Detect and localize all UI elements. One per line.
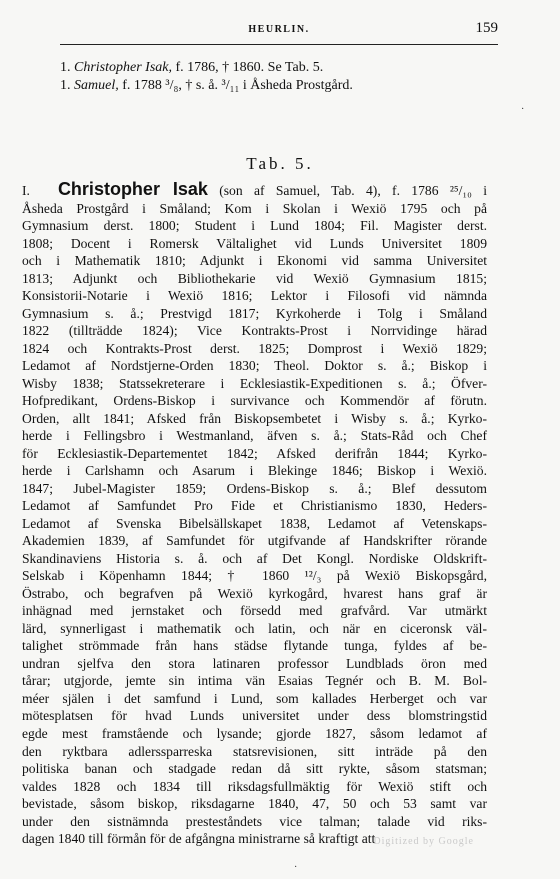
entry-first-line-text: (son af Samuel, Tab. 4), f. 1786 ²⁵/₁₀ i (219, 183, 487, 198)
entry-line: Akademien 1839, af Samfundet för utgifvande af Handskrifter rörande (22, 533, 487, 549)
entry-line: undran sjelfva den stora latinaren professor Lundblads öron med (22, 655, 487, 671)
reference-name: Samuel, (74, 78, 119, 93)
page-number: 159 (475, 20, 498, 36)
stray-mark: · (521, 104, 525, 115)
entry-line: 1822 (tillträdde 1824); Vice Kontrakts-Prost i Norrvidinge härad (22, 323, 487, 339)
entry-line: Östrabo, och begrafven på Wexiö kyrkogård, hvarest hans graf är (22, 585, 487, 601)
entry-line: Konsistorii-Notarie i Wexiö 1816; Lektor i Filosofi vid nämnda (22, 288, 487, 304)
stray-mark: · (294, 862, 298, 873)
entry-first-line (22, 181, 487, 200)
running-head: HEURLIN. (248, 24, 310, 35)
entry-line: Hofpredikant, Ordens-Biskop i survivance och Kommendör af förutn. (22, 393, 487, 409)
entry-line: Selskab i Köpenhamn 1844; † 1860 ¹²/₃ på Wexiö Biskopsgård, (22, 568, 487, 584)
entry-line: 1824 och Kontrakts-Prost derst. 1825; Domprost i Wexiö 1829; (22, 340, 487, 356)
page-header (60, 22, 498, 45)
reference-text: f. 1788 ³/₈, † s. å. ³/₁₁ i Åsheda Prostgård. (118, 78, 353, 93)
entry-line: Åsheda Prostgård i Småland; Kom i Skolan i Wexiö 1795 och på (22, 200, 487, 216)
entry-line: bevistade, såsom biskop, riksdagarne 1840, 47, 50 och 53 samt var (22, 796, 487, 812)
entry-line: Gymnasium s. å.; Prestvigd 1817; Kyrkoherde i Tolg i Småland (22, 305, 487, 321)
entry-line: mötesplatsen för hvad Lunds universitet under dess blomstringstid (22, 708, 487, 724)
entry-line: Skandinaviens Historia s. å. och af Det Kongl. Nordiske Oldskrift- (22, 550, 487, 566)
entry-line: Ledamot af Samfundet Pro Fide et Christianismo 1830, Heders- (22, 498, 487, 514)
entry-line: herde i Carlshamn och Asarum i Blekinge 1846; Biskop i Wexiö. (22, 463, 487, 479)
entry-line: dagen 1840 till förmån för de afgångna ministrarne så kraftigt att (22, 831, 376, 847)
entry-line: herde i Fellingsbro i Westmanland, äfven s. å.; Stats-Råd och Chef (22, 428, 487, 444)
entry-line: politiska banan och stadgade redan då sitt rykte, såsom statsman; (22, 761, 487, 777)
entry-line: för Ecklesiastik-Departementet 1842; Afsked derifrån 1844; Kyrko- (22, 445, 487, 461)
entry-line: Ledamot af Svenska Bibelsällskapet 1838, Ledamot af Vetenskaps- (22, 515, 487, 531)
entry-line: inhägnad med jernstaket och försedd med grafvård. Var utmärkt (22, 603, 487, 619)
entry-line: 1813; Adjunkt och Bibliothekarie vid Wexiö Gymnasium 1815; (22, 270, 487, 286)
reference-name: Christopher Isak, (74, 60, 172, 75)
entry-line: méer själen i det samfund i Lund, som kallades Herberget och var (22, 690, 487, 706)
entry-line: lärd, synnerligast i mathematik och latin, och när en ciceronsk väl- (22, 620, 487, 636)
entry-line: valdes 1828 och 1834 till riksdagsfullmäktig för Wexiö stift och (22, 778, 487, 794)
entry-line: 1847; Jubel-Magister 1859; Ordens-Biskop s. å.; Blef dessutom (22, 480, 487, 496)
entry-line: den ryktbara adlerssparreska statsrevisionen, sitt inträde på den (22, 743, 487, 759)
entry-line: under den sistnämnda presteståndets vice talman; talade vid riks- (22, 813, 487, 829)
table-heading: Tab. 5. (246, 154, 314, 173)
entry-name: Christopher Isak (57, 179, 208, 199)
entry-line: Wisby 1838; Statssekreterare i Ecklesiastik-Expeditionen s. å.; Öfver- (22, 375, 487, 391)
reference-line-2 (60, 78, 353, 94)
entry-line: talighet strömmade från hans städse flytande tunga, fyldes af be- (22, 638, 487, 654)
reference-text: f. 1786, † 1860. Se Tab. 5. (172, 60, 324, 75)
reference-number: 1. (60, 60, 71, 75)
entry-line: Gymnasium derst. 1800; Student i Lund 1804; Fil. Magister derst. (22, 218, 487, 234)
biography-entry (22, 181, 487, 848)
entry-line: tårar; utgjorde, jemte sin intima vän Esaias Tegnér och B. M. Bol- (22, 673, 487, 689)
entry-line: och i Mathematik 1810; Adjunkt i Ekonomi vid samma Universitet (22, 253, 487, 269)
entry-numeral: I. (22, 183, 30, 198)
entry-line: 1808; Docent i Romersk Vältalighet vid Lunds Universitet 1809 (22, 235, 487, 251)
watermark: Digitized by Google (373, 836, 474, 847)
entry-line: Orden, allt 1841; Afsked från Biskopsembetet i Wisby s. å.; Kyrko- (22, 410, 487, 426)
reference-line-1 (60, 60, 323, 76)
entry-line: Ledamot af Nordstjerne-Orden 1830; Theol. Doktor s. å.; Biskop i (22, 358, 487, 374)
entry-line: egde mest framstående och lysande; gjorde 1827, såsom ledamot af (22, 725, 487, 741)
reference-number: 1. (60, 78, 71, 93)
